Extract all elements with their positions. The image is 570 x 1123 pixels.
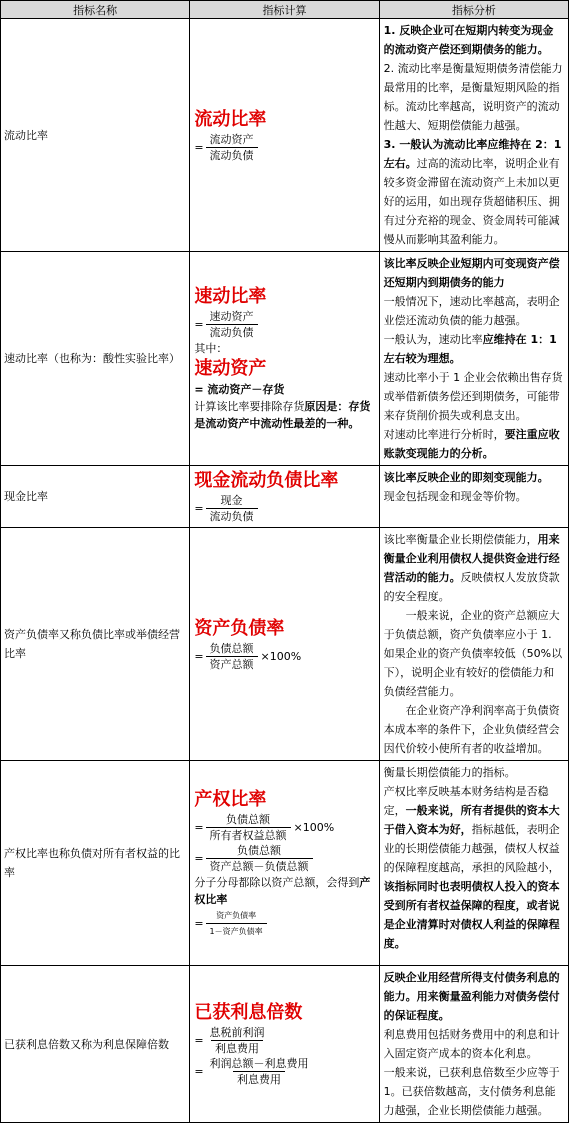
analysis-text: 现金包括现金和现金等价物。 (383, 490, 527, 503)
denominator: 资产总额－负债总额 (206, 858, 313, 874)
analysis-text: 反映企业用经营所得支付债务利息的能力。用来衡量盈利能力对债务偿付的保证程度。 (383, 971, 560, 1022)
header-indicator-name: 指标名称 (1, 1, 190, 19)
indicator-analysis (379, 466, 568, 528)
analysis-text: 该比率反映企业的即刻变现能力。 (383, 471, 549, 484)
denominator: 利息费用 (233, 1071, 285, 1087)
indicator-calc (190, 528, 379, 761)
table-row (1, 252, 569, 466)
header-indicator-analysis: 指标分析 (379, 1, 568, 19)
indicator-analysis (379, 252, 568, 466)
numerator: 流动资产 (209, 132, 254, 146)
analysis-text: 速动比率小于 1 企业会依赖出售存货或举借新债务偿还到期债务，可能带来存货削价损失或利息支出。 (383, 371, 563, 422)
analysis-text: 对速动比率进行分析时，要注重应收账款变现能力的分析。 (383, 428, 560, 460)
indicator-analysis (379, 19, 568, 252)
numerator: 负债总额 (226, 812, 271, 826)
denominator: 利息费用 (211, 1040, 263, 1056)
table-row (1, 528, 569, 761)
analysis-text: 该比率衡量企业长期偿债能力，用来衡量企业利用债权人提供资金进行经营活动的能力。反映债权人发放贷款的安全程度。 (383, 533, 560, 603)
ratio-title: 现金流动负债比率 (194, 470, 339, 491)
table-row (1, 19, 569, 252)
denominator: 所有者权益总额 (206, 827, 291, 843)
numerator: 利润总额－利息费用 (209, 1057, 309, 1070)
ratio-title: 已获利息倍数 (194, 1002, 303, 1023)
ratio-formula: = $\frac{\text{速动资产}}{\text{流动负债}}$ (194, 309, 257, 340)
ratio-formula: = $\frac{\text{流动资产}}{\text{流动负债}}$ (194, 132, 257, 163)
header-indicator-calc: 指标计算 (190, 1, 379, 19)
ratio-formula-text: = 流动资产－存货 (194, 383, 285, 396)
numerator: 负债总额 (237, 843, 282, 857)
indicator-calc (190, 966, 379, 1123)
numerator: 负债总额 (209, 641, 254, 655)
ratio-formula-alt: = $\frac{\text{负债总额}}{\text{资产总额－负债总额}}$ (194, 843, 312, 874)
ratio-formula: = $\frac{\text{息税前利润}}{\text{利息费用}}$ (194, 1025, 268, 1056)
denominator: 流动负债 (206, 324, 258, 340)
indicator-name: 现金比率 (1, 466, 190, 528)
analysis-text: 利息费用包括财务费用中的利息和计入固定资产成本的资本化利息。 (383, 1028, 560, 1060)
indicator-analysis (379, 528, 568, 761)
indicator-name: 速动比率（也称为：酸性实验比率） (1, 252, 190, 466)
analysis-text: 2. 流动比率是衡量短期债务清偿能力最常用的比率，是衡量短期风险的指标。流动比率越高，说明资产的流动性越大、短期偿债能力越强。 (383, 62, 563, 132)
indicator-calc (190, 761, 379, 966)
calc-note: 计算该比率要排除存货原因是：存货是流动资产中流动性最差的一种。 (194, 400, 371, 430)
ratio-formula: = $\frac{\text{负债总额}}{\text{资产总额}}$ ×100% (194, 641, 302, 671)
analysis-text: 衡量长期偿债能力的指标。 (383, 766, 516, 779)
ratio-title: 资产负债率 (194, 617, 285, 639)
calc-note: 其中： (194, 342, 228, 355)
indicator-calc (190, 252, 379, 466)
formula-multiplier: ×100% (293, 820, 335, 834)
ratio-title: 速动比率 (194, 286, 267, 307)
analysis-text: 一般认为，速动比率应维持在 1：1 左右较为理想。 (383, 333, 557, 365)
indicator-analysis (379, 966, 568, 1123)
analysis-text: 一般情况下，速动比率越高，表明企业偿还流动负债的能力越强。 (383, 295, 560, 327)
calc-note: 分子分母都除以资产总额，会得到产权比率 (194, 875, 371, 906)
table-row (1, 466, 569, 528)
indicator-name: 已获利息倍数又称为利息保障倍数 (1, 966, 190, 1123)
denominator: 1－资产负债率 (206, 923, 267, 939)
ratio-formula-alt: = $\frac{\text{利润总额－利息费用}}{\text{利息费用}}$ (194, 1056, 312, 1087)
numerator: 现金 (220, 494, 243, 507)
ratio-title: 产权比率 (194, 788, 267, 810)
formula-multiplier: ×100% (260, 649, 302, 663)
denominator: 资产总额 (206, 656, 258, 672)
analysis-text: 一般来说，企业的资产总额应大于负债总额，资产负债率应小于 1. 如果企业的资产负债率较低（50%以下），说明企业有较好的偿债能力和负债经营能力。 (383, 609, 563, 698)
analysis-text: 1. 反映企业可在短期内转变为现金的流动资产偿还到期债务的能力。 (383, 24, 554, 56)
numerator: 资产负债率 (216, 910, 257, 920)
analysis-text: 在企业资产净利润率高于负债资本成本率的条件下，企业负债经营会因代价较小使所有者的收益增加。 (383, 704, 560, 755)
numerator: 息税前利润 (209, 1026, 265, 1039)
analysis-text: 一般来说，已获利息倍数至少应等于 1。已获倍数越高，支付债务利息能力越强，企业长期偿债能力越强。 (383, 1066, 560, 1117)
ratio-title: 流动比率 (194, 108, 267, 130)
indicator-name: 资产负债率又称负债比率或举债经营比率 (1, 528, 190, 761)
table-row (1, 966, 569, 1123)
ratio-formula: = $\frac{\text{负债总额}}{\text{所有者权益总额}}$ ×100% (194, 812, 335, 842)
table-header-row (1, 1, 569, 19)
analysis-text: 3. 一般认为流动比率应维持在 2：1 左右。过高的流动比率，说明企业有较多资金滞留在流动资产上未加以更好的运用，如出现存货超储积压、拥有过分充裕的现金、资金周转可能减慢从而影响其盈利能力。 (383, 138, 562, 246)
ratio-formula-derived: = $\frac{\text{资产负债率}}{\text{1－资产负债率}}$ (194, 908, 266, 939)
indicator-name: 产权比率也称负债对所有者权益的比率 (1, 761, 190, 966)
analysis-text: 该比率反映企业短期内可变现资产偿还短期内到期债务的能力 (383, 257, 560, 289)
indicator-calc (190, 466, 379, 528)
ratio-subtitle: 速动资产 (194, 358, 267, 379)
numerator: 速动资产 (209, 310, 254, 323)
denominator: 流动负债 (206, 508, 258, 524)
denominator: 流动负债 (206, 147, 258, 163)
indicator-name: 流动比率 (1, 19, 190, 252)
analysis-text: 产权比率反映基本财务结构是否稳定，一般来说，所有者提供的资本大于借入资本为好，指标越低，表明企业的长期偿债能力越强，债权人权益的保障程度越高，承担的风险越小，该指标同时也表明债权人投入的资本受到所有者权益保障的程度，或者说是企业清算时对债权人利益的保障程度。 (383, 785, 560, 950)
indicator-calc (190, 19, 379, 252)
indicator-analysis (379, 761, 568, 966)
table-row (1, 761, 569, 966)
ratio-formula: = $\frac{\text{现金}}{\text{流动负债}}$ (194, 493, 257, 524)
